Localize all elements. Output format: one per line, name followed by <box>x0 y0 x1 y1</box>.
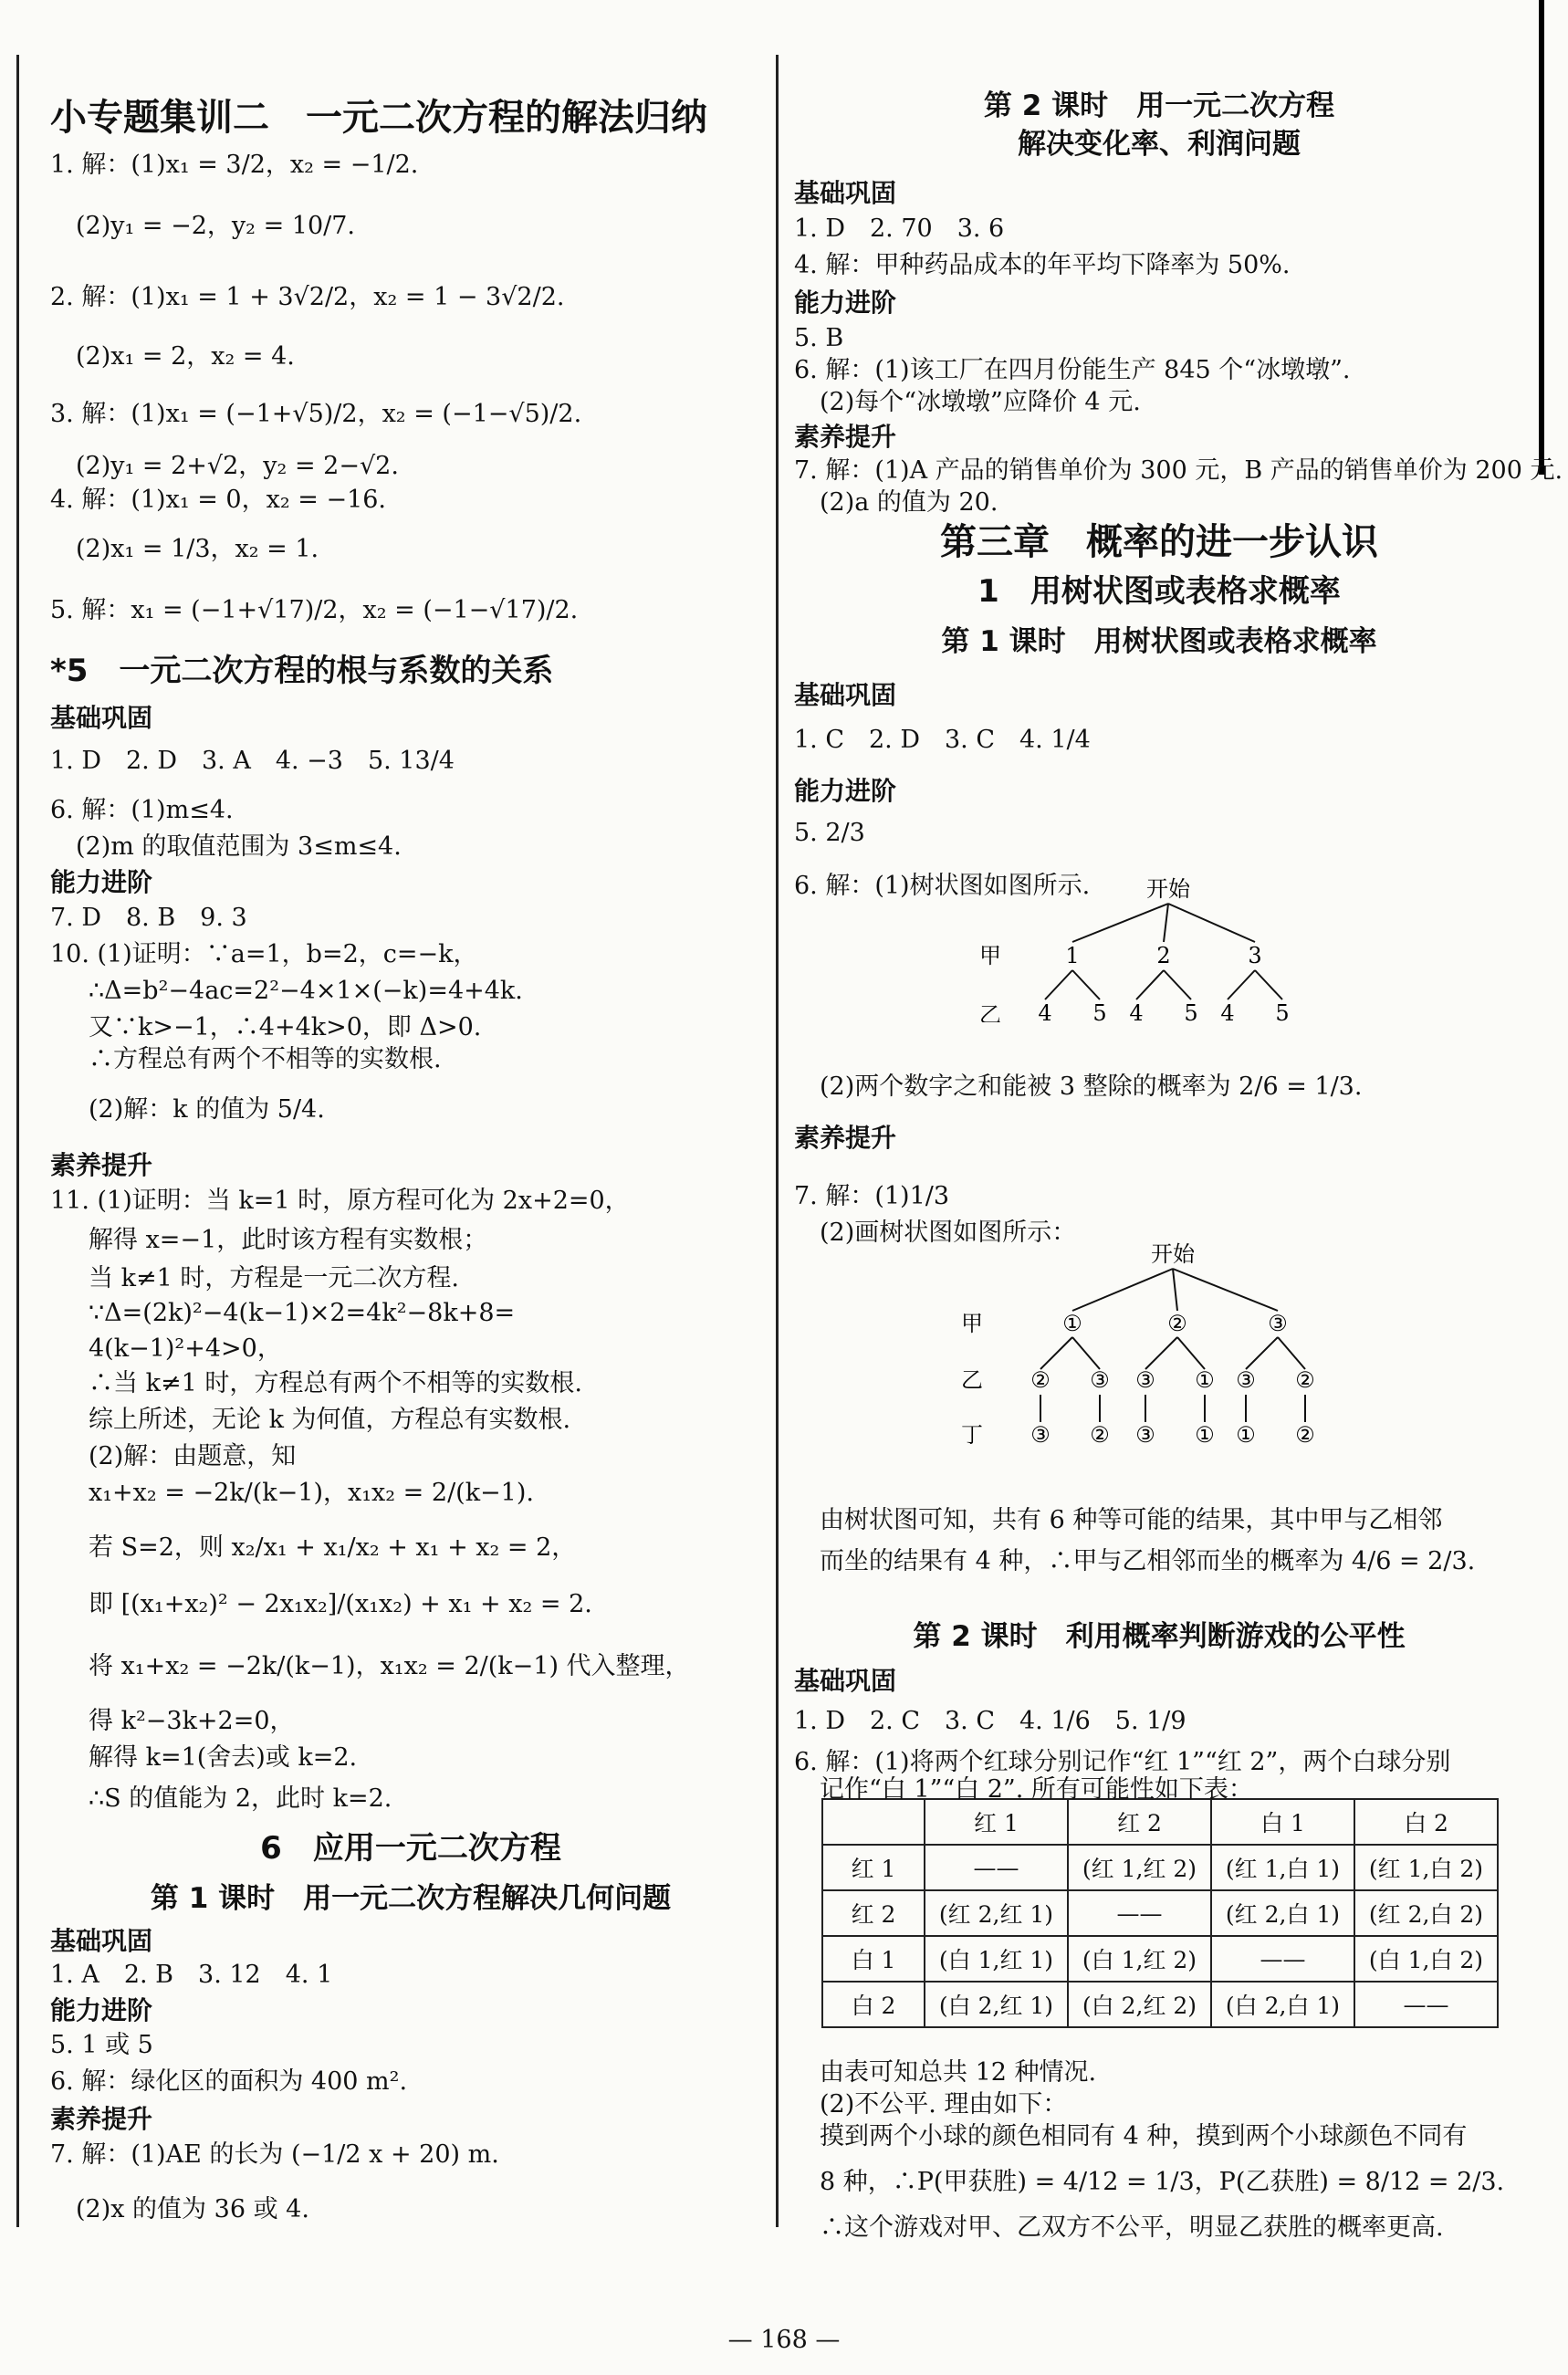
left-margin-rule <box>16 55 19 2227</box>
left-line: 解得 x=−1，此时该方程有实数根； <box>89 1226 488 1254</box>
tree-branch <box>1040 1337 1072 1369</box>
left-line: (2)y₁ = −2，y₂ = 10/7. <box>76 212 355 240</box>
table-header-cell: 白 1 <box>1211 1799 1354 1845</box>
tree-root: 开始 <box>1146 876 1190 902</box>
tree-node: 3 <box>1248 943 1262 968</box>
left-line: ∴S 的值能为 2，此时 k=2. <box>89 1784 392 1813</box>
table-cell: (红 2,白 2) <box>1354 1890 1498 1936</box>
tree-branch <box>1173 1269 1177 1311</box>
tree-node: ② <box>1090 1422 1110 1448</box>
right-line: 由树状图可知，共有 6 种等可能的结果，其中甲与乙相邻 <box>820 1506 1443 1534</box>
table-cell: (白 1,红 1) <box>925 1936 1068 1982</box>
left-column <box>50 0 771 2375</box>
left-line: 7. 解：(1)AE 的长为 (−1/2 x + 20) m. <box>50 2140 499 2169</box>
left-line: 1. A 2. B 3. 12 4. 1 <box>50 1961 333 1989</box>
table-row <box>822 1890 1498 1936</box>
right-line: 第 2 课时 用一元二次方程 <box>983 89 1335 122</box>
tree-node: ① <box>1195 1367 1215 1393</box>
right-column <box>794 0 1563 2375</box>
tree-level-label: 乙 <box>961 1367 983 1393</box>
tree-node: 5 <box>1275 1000 1290 1022</box>
tree-node: 2 <box>1156 943 1171 968</box>
tree-branch <box>1072 1337 1100 1369</box>
table-cell: —— <box>925 1845 1068 1890</box>
table-cell: 白 2 <box>822 1982 925 2027</box>
right-line: 能力进阶 <box>794 288 897 318</box>
right-line: 第 2 课时 利用概率判断游戏的公平性 <box>913 1620 1406 1653</box>
tree-branch <box>1168 904 1255 942</box>
tree-level-label: 甲 <box>961 1311 983 1336</box>
left-line: 7. D 8. B 9. 3 <box>50 904 247 932</box>
tree-node: 4 <box>1038 1000 1052 1022</box>
left-line: (2)解：k 的值为 5/4. <box>89 1095 325 1124</box>
tree-branch <box>1072 904 1168 942</box>
right-line: 1. C 2. D 3. C 4. 1/4 <box>794 726 1091 754</box>
left-line: 6. 解：绿化区的面积为 400 m². <box>50 2067 408 2096</box>
tree-node: 5 <box>1184 1000 1198 1022</box>
right-line: 解决变化率、利润问题 <box>1018 128 1301 161</box>
table-header-row <box>822 1799 1498 1845</box>
right-line: 4. 解：甲种药品成本的年平均下降率为 50%. <box>794 251 1291 279</box>
left-line: 1. 解：(1)x₁ = 3/2，x₂ = −1/2. <box>50 151 419 179</box>
right-line: 7. 解：(1)A 产品的销售单价为 300 元，B 产品的销售单价为 200 元. <box>794 456 1563 485</box>
left-line: 若 S=2，则 x₂/x₁ + x₁/x₂ + x₁ + x₂ = 2， <box>89 1533 577 1562</box>
table-cell: (白 1,红 2) <box>1068 1936 1211 1982</box>
left-line: 基础巩固 <box>50 703 153 733</box>
tree-node: ③ <box>1090 1367 1110 1393</box>
table-header-cell <box>822 1799 925 1845</box>
left-line: 2. 解：(1)x₁ = 1 + 3√2/2，x₂ = 1 − 3√2/2. <box>50 283 565 311</box>
table-cell: (红 2,红 1) <box>925 1890 1068 1936</box>
table-cell: 红 1 <box>822 1845 925 1890</box>
left-line: 6 应用一元二次方程 <box>260 1830 561 1867</box>
left-line: 得 k²−3k+2=0， <box>89 1707 295 1735</box>
tree-level-label: 丁 <box>961 1422 983 1448</box>
tree-node: ③ <box>1135 1367 1155 1393</box>
right-line: 5. 2/3 <box>794 819 865 847</box>
left-line: 能力进阶 <box>50 867 153 897</box>
table-cell: (白 2,红 1) <box>925 1982 1068 2027</box>
right-line: (2)画树状图如图所示： <box>820 1219 1077 1247</box>
left-line: 将 x₁+x₂ = −2k/(k−1)，x₁x₂ = 2/(k−1) 代入整理， <box>89 1652 690 1680</box>
right-line: 基础巩固 <box>794 1666 897 1696</box>
table-header-cell: 红 1 <box>925 1799 1068 1845</box>
tree-branch <box>1045 970 1072 999</box>
table-row <box>822 1982 1498 2027</box>
left-line: 3. 解：(1)x₁ = (−1+√5)/2，x₂ = (−1−√5)/2. <box>50 400 582 428</box>
left-line: (2)解：由题意，知 <box>89 1442 297 1470</box>
left-line: 4(k−1)²+4>0， <box>89 1334 282 1363</box>
tree-branch <box>1278 1337 1305 1369</box>
table-cell: 红 2 <box>822 1890 925 1936</box>
right-line: (2)每个“冰墩墩”应降价 4 元. <box>820 388 1141 416</box>
tree-node: ② <box>1030 1367 1051 1393</box>
outcome-table <box>821 1798 1499 2028</box>
tree-branch <box>1228 970 1255 999</box>
table-header-cell: 红 2 <box>1068 1799 1211 1845</box>
table-cell: (红 2,白 1) <box>1211 1890 1354 1936</box>
left-line: 能力进阶 <box>50 1995 153 2025</box>
tree-node: 4 <box>1129 1000 1144 1022</box>
left-line: ∵Δ=(2k)²−4(k−1)×2=4k²−8k+8= <box>89 1299 516 1327</box>
table-row <box>822 1936 1498 1982</box>
right-line: 1 用树状图或表格求概率 <box>977 573 1341 610</box>
table-cell: —— <box>1211 1936 1354 1982</box>
right-line: 5. B <box>794 324 844 352</box>
tree-node: ③ <box>1135 1422 1155 1448</box>
right-line: (2)两个数字之和能被 3 整除的概率为 2/6 = 1/3. <box>820 1072 1363 1101</box>
left-line: 综上所述，无论 k 为何值，方程总有实数根. <box>89 1406 571 1434</box>
left-line: (2)x 的值为 36 或 4. <box>76 2195 309 2223</box>
tree-branch <box>1177 1337 1205 1369</box>
right-line: 第 1 课时 用树状图或表格求概率 <box>941 625 1377 658</box>
tree-root: 开始 <box>1151 1241 1195 1267</box>
left-line: 4. 解：(1)x₁ = 0，x₂ = −16. <box>50 486 387 514</box>
left-line: ∴方程总有两个不相等的实数根. <box>89 1045 442 1073</box>
right-line: 6. 解：(1)树状图如图所示. <box>794 872 1091 900</box>
tree-branch <box>1145 1337 1177 1369</box>
left-line: 当 k≠1 时，方程是一元二次方程. <box>89 1264 459 1292</box>
left-line: 11. (1)证明：当 k=1 时，原方程可化为 2x+2=0， <box>50 1187 630 1215</box>
right-line: 记作“白 1”“白 2”. 所有可能性如下表： <box>820 1775 1253 1804</box>
right-line: 7. 解：(1)1/3 <box>794 1182 950 1210</box>
left-line: 素养提升 <box>50 2104 153 2134</box>
right-line: 基础巩固 <box>794 680 897 710</box>
tree-node: ② <box>1167 1311 1187 1336</box>
left-line: (2)y₁ = 2+√2，y₂ = 2−√2. <box>76 452 399 480</box>
left-line: (2)m 的取值范围为 3≤m≤4. <box>76 832 402 861</box>
left-line: x₁+x₂ = −2k/(k−1)，x₁x₂ = 2/(k−1). <box>89 1479 534 1507</box>
tree-diagram-2 <box>794 1241 1524 1460</box>
right-line: 而坐的结果有 4 种，∴甲与乙相邻而坐的概率为 4/6 = 2/3. <box>820 1547 1476 1575</box>
tree-branch <box>1072 970 1100 999</box>
right-line: 8 种，∴P(甲获胜) = 4/12 = 1/3，P(乙获胜) = 8/12 = 2/3. <box>820 2168 1505 2196</box>
right-line: (2)a 的值为 20. <box>820 488 998 517</box>
left-line: 又∵k>−1，∴4+4k>0，即 Δ>0. <box>89 1013 482 1041</box>
tree-node: ② <box>1295 1367 1315 1393</box>
table-header-cell: 白 2 <box>1354 1799 1498 1845</box>
tree-branch <box>1136 970 1164 999</box>
right-line: ∴这个游戏对甲、乙双方不公平，明显乙获胜的概率更高. <box>820 2213 1444 2242</box>
tree-level-label: 乙 <box>979 1002 1001 1022</box>
left-line: 1. D 2. D 3. A 4. −3 5. 13/4 <box>50 747 455 775</box>
table-cell: 白 1 <box>822 1936 925 1982</box>
table-row <box>822 1845 1498 1890</box>
tree-node: ③ <box>1268 1311 1288 1336</box>
tree-node: 5 <box>1092 1000 1107 1022</box>
left-line: *5 一元二次方程的根与系数的关系 <box>50 653 554 689</box>
tree-node: ① <box>1062 1311 1082 1336</box>
left-line: 6. 解：(1)m≤4. <box>50 796 234 824</box>
tree-branch <box>1255 970 1282 999</box>
tree-node: ① <box>1236 1422 1256 1448</box>
table-cell: (红 1,白 1) <box>1211 1845 1354 1890</box>
table-cell: (红 1,红 2) <box>1068 1845 1211 1890</box>
right-line: 由表可知总共 12 种情况. <box>820 2058 1097 2087</box>
right-line: 素养提升 <box>794 422 897 452</box>
column-divider <box>776 55 779 2227</box>
right-line: 1. D 2. 70 3. 6 <box>794 214 1005 243</box>
right-line: (2)不公平. 理由如下： <box>820 2090 1068 2119</box>
tree-branch <box>1246 1337 1278 1369</box>
left-line: 即 [(x₁+x₂)² − 2x₁x₂]/(x₁x₂) + x₁ + x₂ = 2. <box>89 1590 592 1618</box>
left-line: ∴Δ=b²−4ac=2²−4×1×(−k)=4+4k. <box>89 977 523 1005</box>
left-line: (2)x₁ = 1/3，x₂ = 1. <box>76 535 319 563</box>
right-line: 素养提升 <box>794 1123 897 1153</box>
page-edge-mark <box>1539 0 1544 475</box>
table-cell: (白 1,白 2) <box>1354 1936 1498 1982</box>
table-cell: (红 1,白 2) <box>1354 1845 1498 1890</box>
left-line: (2)x₁ = 2，x₂ = 4. <box>76 342 295 371</box>
tree-node: ② <box>1295 1422 1315 1448</box>
tree-node: ③ <box>1236 1367 1256 1393</box>
tree-node: ① <box>1195 1422 1215 1448</box>
table-cell: (白 2,红 2) <box>1068 1982 1211 2027</box>
tree-node: ③ <box>1030 1422 1051 1448</box>
left-line: 5. 1 或 5 <box>50 2031 153 2059</box>
right-line: 1. D 2. C 3. C 4. 1/6 5. 1/9 <box>794 1707 1186 1735</box>
right-line: 第三章 概率的进一步认识 <box>940 521 1378 563</box>
tree-node: 1 <box>1065 943 1080 968</box>
left-line: 5. 解：x₁ = (−1+√17)/2，x₂ = (−1−√17)/2. <box>50 596 579 624</box>
right-line: 6. 解：(1)将两个红球分别记作“红 1”“红 2”，两个白球分别 <box>794 1748 1451 1776</box>
tree-branch <box>1164 970 1191 999</box>
tree-level-label: 甲 <box>979 943 1001 968</box>
page-number: — 168 — <box>727 2326 841 2354</box>
tree-branch <box>1164 904 1168 942</box>
right-line: 能力进阶 <box>794 776 897 806</box>
tree-node: 4 <box>1220 1000 1235 1022</box>
tree-branch <box>1173 1269 1278 1311</box>
table-cell: —— <box>1354 1982 1498 2027</box>
left-line: ∴当 k≠1 时，方程总有两个不相等的实数根. <box>89 1369 582 1397</box>
left-line: 第 1 课时 用一元二次方程解决几何问题 <box>150 1882 672 1915</box>
left-line: 解得 k=1(舍去)或 k=2. <box>89 1743 358 1772</box>
left-line: 小专题集训二 一元二次方程的解法归纳 <box>50 97 707 139</box>
left-line: 素养提升 <box>50 1150 153 1180</box>
right-line: 6. 解：(1)该工厂在四月份能生产 845 个“冰墩墩”. <box>794 356 1351 384</box>
tree-branch <box>1072 1269 1173 1311</box>
left-line: 基础巩固 <box>50 1926 153 1956</box>
table-cell: —— <box>1068 1890 1211 1936</box>
left-line: 10. (1)证明：∵a=1，b=2，c=−k， <box>50 940 478 968</box>
table-cell: (白 2,白 1) <box>1211 1982 1354 2027</box>
right-line: 基础巩固 <box>794 178 897 208</box>
right-line: 摸到两个小球的颜色相同有 4 种，摸到两个小球颜色不同有 <box>820 2122 1468 2150</box>
